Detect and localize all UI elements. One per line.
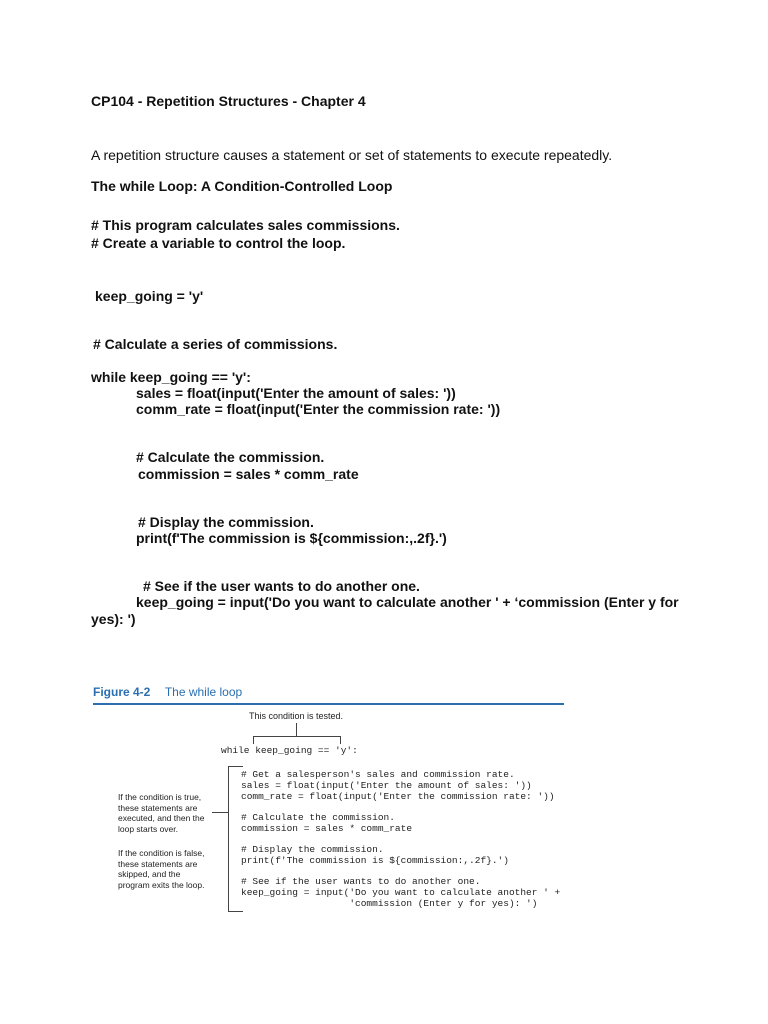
figure-rule bbox=[93, 703, 564, 705]
figure-code-line bbox=[241, 802, 560, 812]
figure-code-line: 'commission (Enter y for yes): ') bbox=[241, 898, 538, 909]
figure-code-line: # Get a salesperson's sales and commission rate. bbox=[241, 769, 515, 780]
figure-code-line: keep_going = input('Do you want to calculate another ' + bbox=[241, 887, 561, 898]
figure-while-code: while keep_going == 'y': bbox=[221, 745, 358, 756]
code-comment-1: # This program calculates sales commissions. bbox=[91, 217, 400, 233]
figure-code-line: sales = float(input('Enter the amount of sales: ')) bbox=[241, 780, 532, 791]
code-comment-4: # Calculate the commission. bbox=[136, 449, 325, 465]
figure-code-line: # Display the commission. bbox=[241, 844, 384, 855]
condition-bracket-right bbox=[340, 736, 341, 744]
condition-note: This condition is tested. bbox=[249, 711, 344, 721]
side-note-false: If the condition is false, these statements are skipped, and the program exits the loop. bbox=[118, 848, 205, 890]
condition-pointer-stem bbox=[296, 723, 297, 736]
body-bracket-top bbox=[228, 766, 243, 767]
figure-code-line bbox=[241, 834, 560, 844]
figure-caption: The while loop bbox=[164, 685, 243, 699]
code-while-line: while keep_going == 'y': bbox=[91, 369, 251, 385]
document-title: CP104 - Repetition Structures - Chapter 4 bbox=[91, 93, 366, 109]
condition-bracket-left bbox=[253, 736, 254, 744]
code-print-line: print(f'The commission is ${commission:,.2f}.') bbox=[136, 530, 447, 546]
figure-code-line: comm_rate = float(input('Enter the commission rate: ')) bbox=[241, 791, 555, 802]
code-comment-2: # Create a variable to control the loop. bbox=[91, 235, 346, 251]
figure-title bbox=[93, 685, 242, 699]
figure-label: Figure 4-2 bbox=[93, 685, 151, 699]
code-keep-going-input-1: keep_going = input('Do you want to calculate another ' + ‘commission (Enter y for bbox=[136, 594, 679, 610]
side-note-true: If the condition is true, these statements are executed, and then the loop starts over. bbox=[118, 792, 205, 834]
body-bracket-bottom bbox=[228, 911, 243, 912]
body-bracket-tick bbox=[212, 812, 228, 813]
code-keep-going-input-2: yes): ') bbox=[91, 611, 136, 627]
code-commission-line: commission = sales * comm_rate bbox=[138, 466, 359, 482]
figure-code-block bbox=[241, 769, 560, 909]
figure-code-line: print(f'The commission is ${commission:,.2f}.') bbox=[241, 855, 509, 866]
figure-code-line bbox=[241, 866, 560, 876]
code-comment-6: # See if the user wants to do another one. bbox=[143, 578, 420, 594]
section-heading: The while Loop: A Condition-Controlled Loop bbox=[91, 178, 393, 194]
condition-bracket-top bbox=[253, 736, 341, 737]
code-sales-line: sales = float(input('Enter the amount of sales: ')) bbox=[136, 385, 456, 401]
code-keep-going-init: keep_going = 'y' bbox=[95, 288, 204, 304]
code-comment-5: # Display the commission. bbox=[138, 514, 314, 530]
code-comment-3: # Calculate a series of commissions. bbox=[93, 336, 338, 352]
figure-code-line: # Calculate the commission. bbox=[241, 812, 395, 823]
figure-code-line: commission = sales * comm_rate bbox=[241, 823, 413, 834]
figure-code-line: # See if the user wants to do another one. bbox=[241, 876, 481, 887]
body-bracket-vertical bbox=[228, 766, 229, 912]
code-comm-rate-line: comm_rate = float(input('Enter the commission rate: ')) bbox=[136, 401, 501, 417]
intro-paragraph: A repetition structure causes a statement or set of statements to execute repeatedly. bbox=[91, 147, 613, 163]
